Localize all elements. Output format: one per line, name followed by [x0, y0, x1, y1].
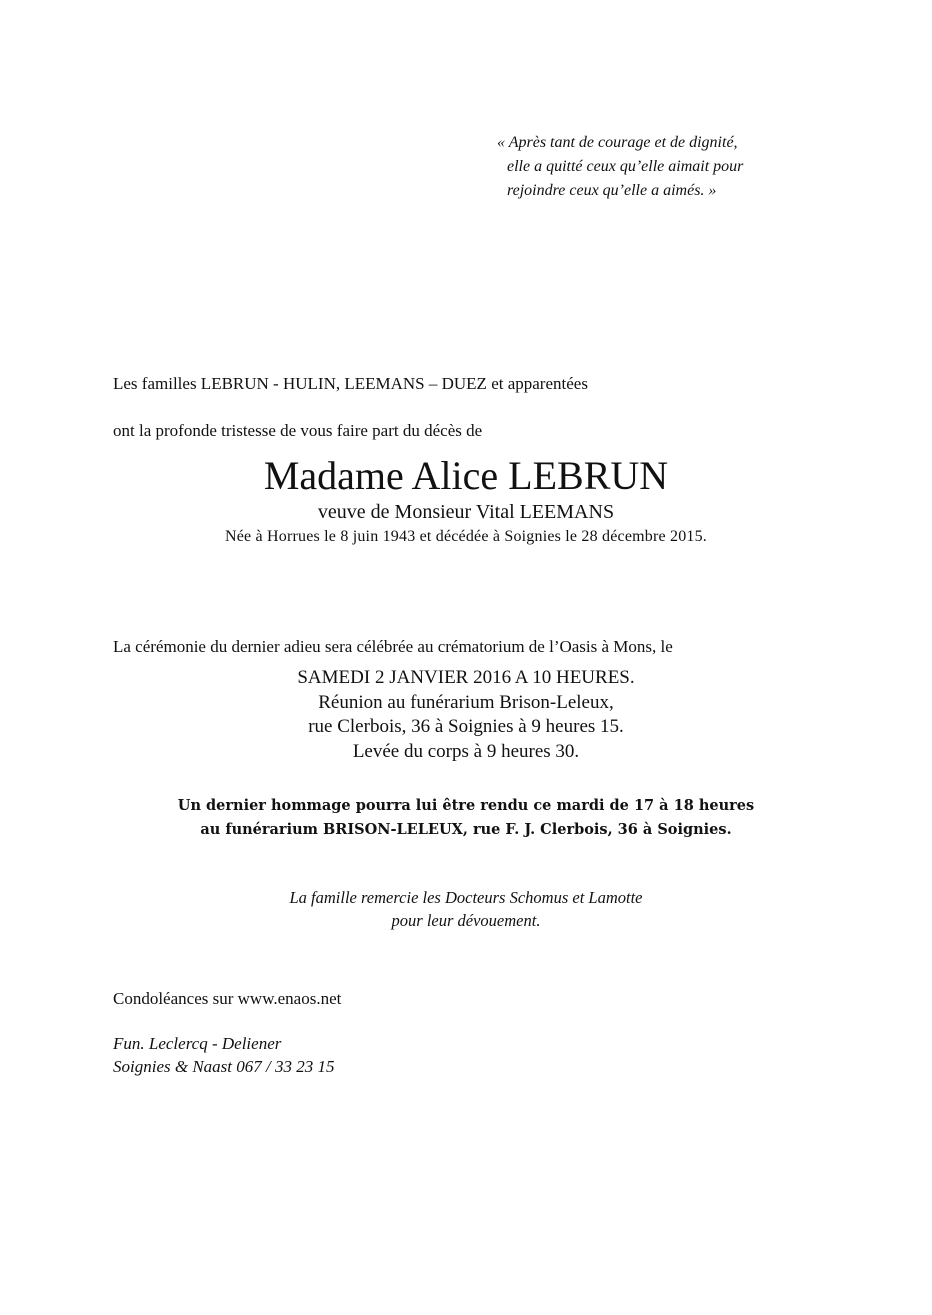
homage-line-1: Un dernier hommage pourra lui être rendu ce mardi de 17 à 18 heures	[177, 797, 755, 814]
funeral-home-signature	[113, 1032, 334, 1078]
thanks-line-2: pour leur dévouement.	[391, 911, 541, 930]
sadness-line: ont la profonde tristesse de vous faire part du décès de	[113, 421, 483, 440]
homage-notice	[0, 794, 932, 842]
thanks-line-1: La famille remercie les Docteurs Schomus et Lamotte	[289, 888, 643, 907]
epigraph-line-3: rejoindre ceux qu’elle a aimés. »	[507, 182, 717, 199]
funeral-home-name: Fun. Leclercq - Deliener	[113, 1034, 282, 1053]
condolences-line: Condoléances sur www.enaos.net	[113, 989, 342, 1008]
ceremony-departure: Levée du corps à 9 heures 30.	[352, 740, 580, 762]
thanks-note	[0, 886, 932, 932]
ceremony-meeting: Réunion au funérarium Brison-Leleux,	[318, 691, 614, 713]
ceremony-date: SAMEDI 2 JANVIER 2016 A 10 HEURES.	[297, 667, 635, 688]
epigraph-quote	[497, 131, 743, 203]
homage-line-2: au funérarium BRISON-LELEUX, rue F. J. Clerbois, 36 à Soignies.	[200, 821, 732, 838]
ceremony-intro: La cérémonie du dernier adieu sera célébrée au crématorium de l’Oasis à Mons, le	[113, 637, 673, 656]
ceremony-details	[0, 666, 932, 764]
birth-death-line: Née à Horrues le 8 juin 1943 et décédée à Soignies le 28 décembre 2015.	[224, 528, 708, 545]
families-line: Les familles LEBRUN - HULIN, LEEMANS – DUEZ et apparentées	[113, 374, 588, 393]
epigraph-line-1: « Après tant de courage et de dignité,	[497, 134, 738, 151]
funeral-home-contact: Soignies & Naast 067 / 33 23 15	[113, 1057, 335, 1076]
epigraph-line-2: elle a quitté ceux qu’elle aimait pour	[507, 158, 744, 175]
ceremony-address: rue Clerbois, 36 à Soignies à 9 heures 15.	[308, 716, 624, 737]
widow-of-line: veuve de Monsieur Vital LEEMANS	[317, 501, 615, 523]
deceased-name: Madame Alice LEBRUN	[263, 453, 669, 498]
